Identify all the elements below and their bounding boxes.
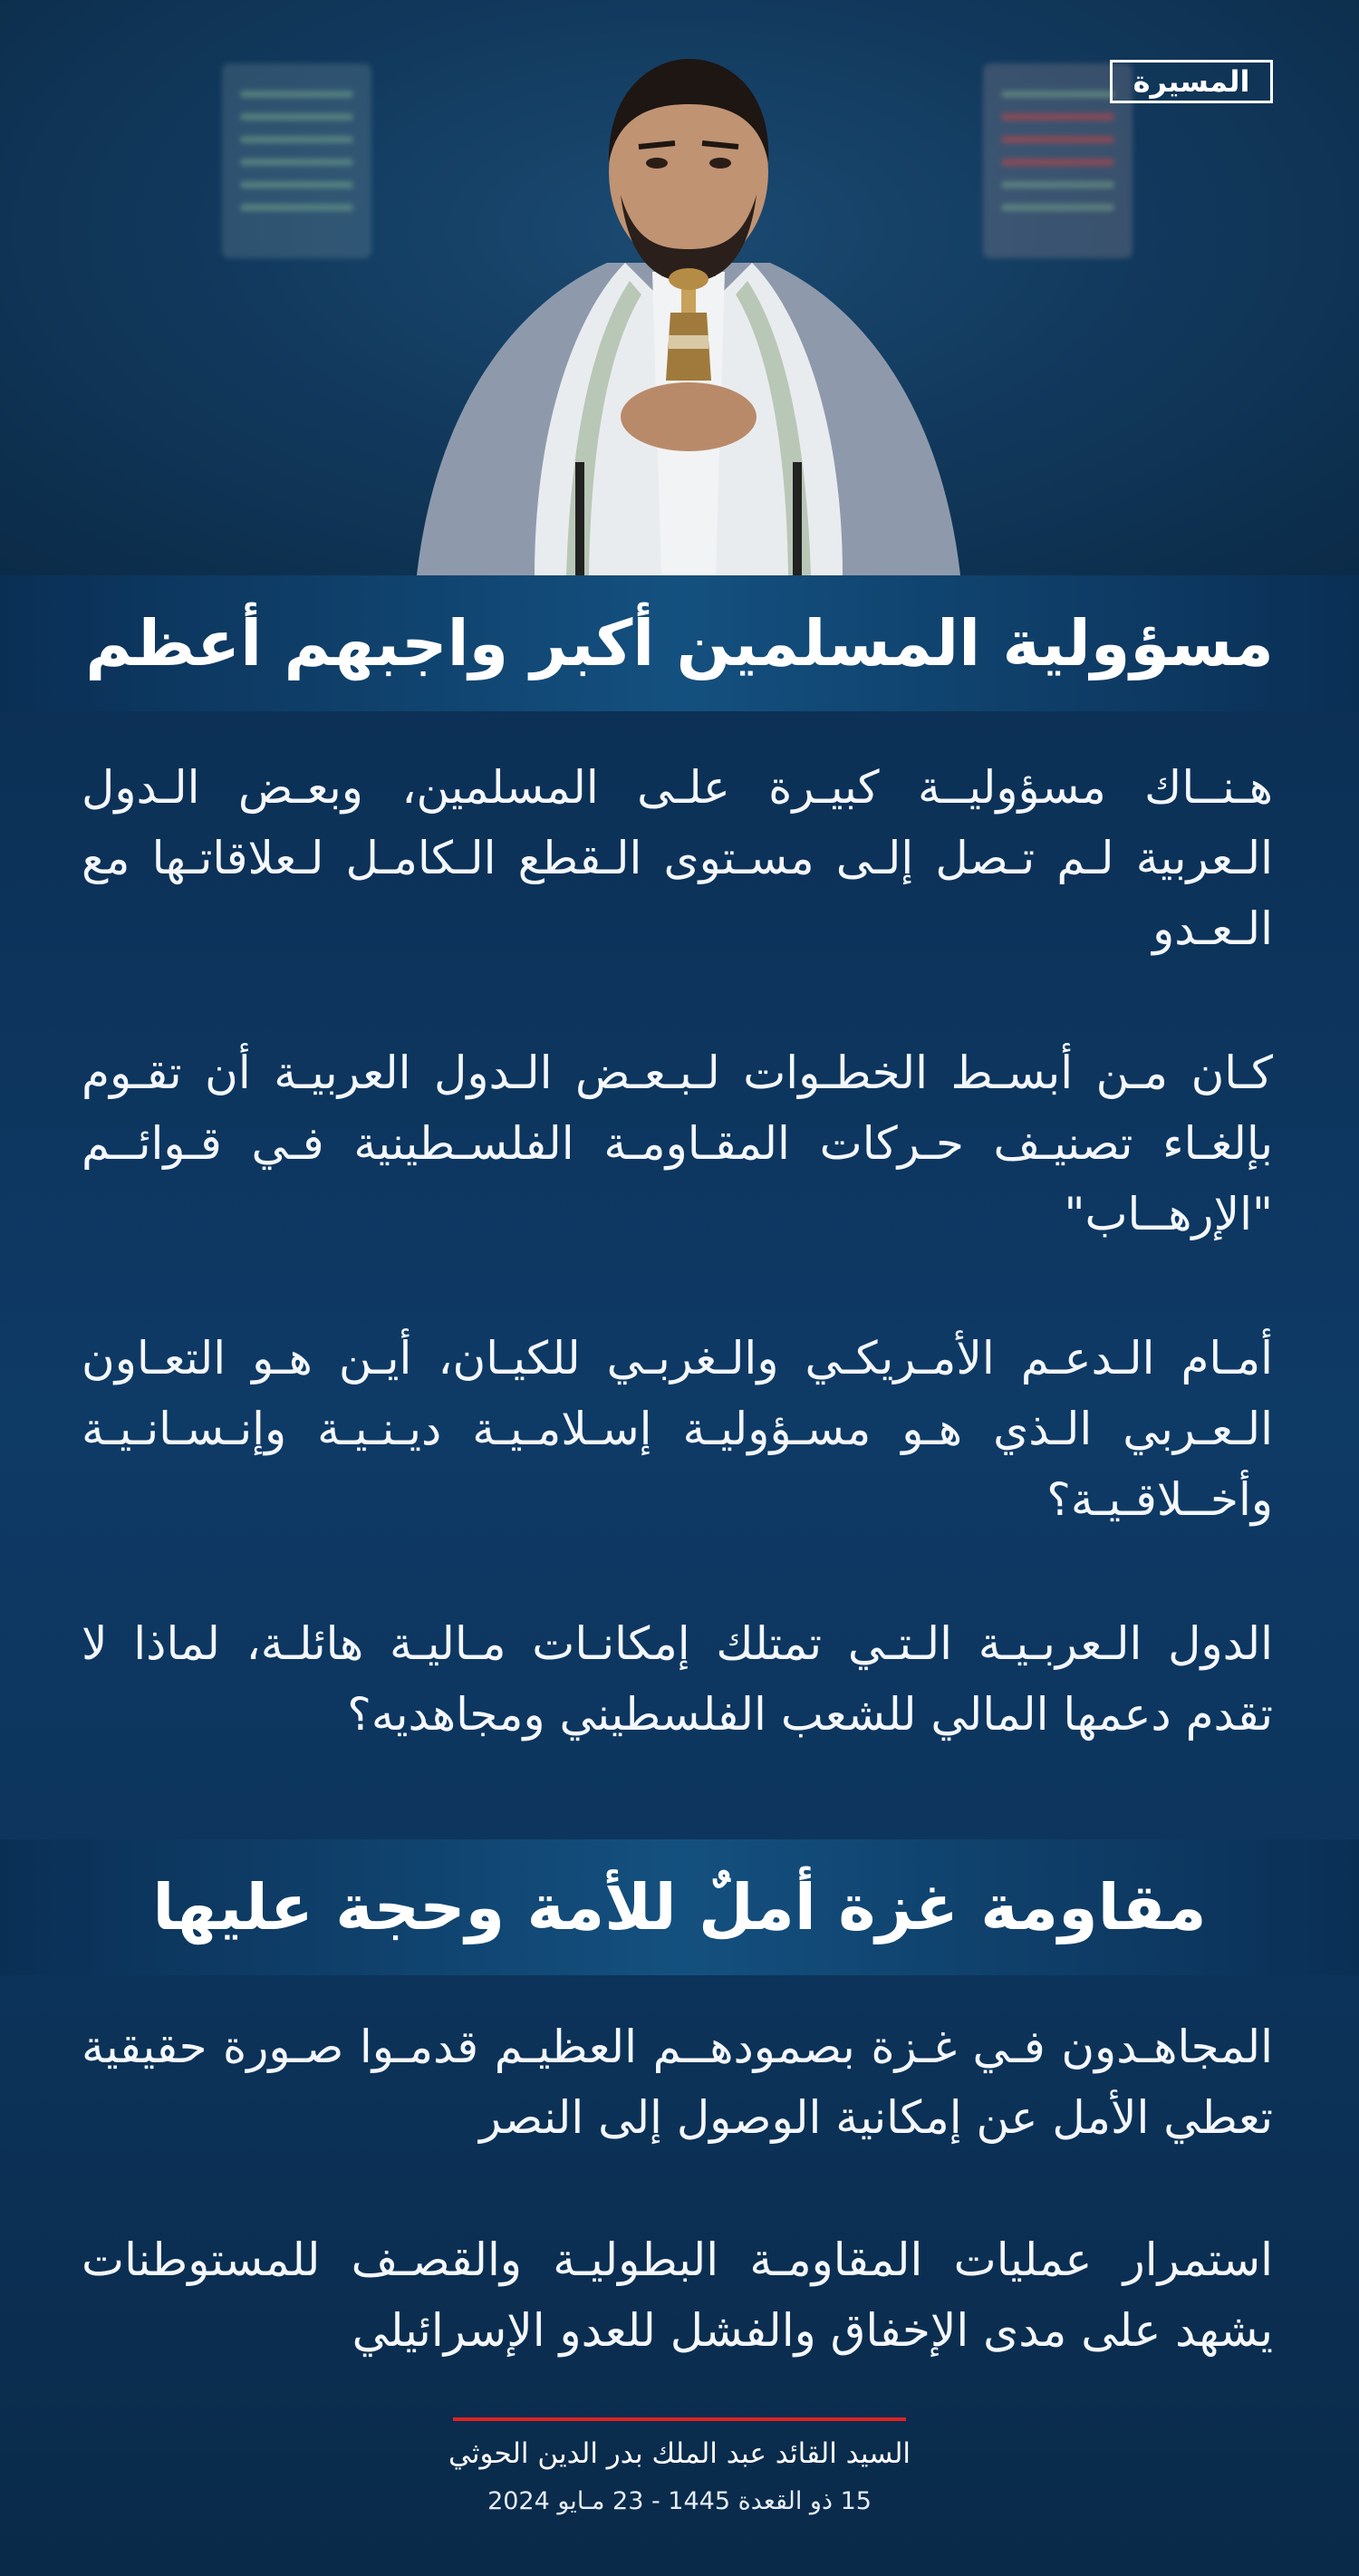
footer-divider: [453, 2417, 906, 2421]
channel-logo: المسيرة: [1110, 60, 1273, 103]
speaker-name: السيد القائد عبد الملك بدر الدين الحوثي: [448, 2437, 911, 2470]
paragraph-5: المجاهـدون فـي غـزة بصمودهــم العظيـم قدمـوا صـورة حقيقية تعطي الأمل عن إمكانية الوصول إلى النصر: [82, 2021, 1273, 2144]
section-title-1: مسؤولية المسلمين أكبر واجبهم أعظم: [85, 606, 1274, 680]
section-title-2: مقاومة غزة أملٌ للأمة وحجة عليها: [152, 1870, 1207, 1944]
paragraph-1: هـنــاك مسؤوليــة كبيـرة علـى المسلمين، وبعـض الـدول الـعربية لـم تـصل إلـى مسـتوى الـقطع الـكامـل لـعلاقاتـها مع الـعـدو: [82, 761, 1273, 955]
hero-photo-area: [0, 0, 1359, 575]
section-banner-2: [0, 1839, 1359, 1975]
paragraph-2: كـان مـن أبسـط الخطـوات لـبـعـض الـدول العربيـة أن تقـوم بإلغـاء تصنيـف حـركات المقـاومـة الفلسـطينية فـي قـوائــم "الإرهــاب": [82, 1047, 1273, 1240]
paragraph-6: استمرار عمليات المقاومـة البطوليـة والقصـف للمستوطنات يشهد على مدى الإخفاق والفشل للعدو الإسرائيلي: [82, 2233, 1273, 2357]
publication-date: 15 ذو القعدة 1445 - 23 مـايو 2024: [487, 2487, 872, 2515]
section-banner-1: [0, 575, 1359, 711]
paragraph-3: أمـام الـدعـم الأمـريكـي والـغربـي للكيـان، أيـن هـو التعـاون الـعـربي الـذي هـو مسـؤوليـة إسـلامـيـة ديـنـيـة وإنـسـانـيـة وأخــلاقـيـة؟: [82, 1332, 1273, 1526]
background-frame-left: [222, 63, 371, 258]
paragraph-4: الدول الـعربـيـة الـتـي تمتلك إمكانـات مـاليـة هائلـة، لماذا لا تقدم دعمها المالي للشعب الفلسطيني ومجاهديه؟: [82, 1617, 1273, 1741]
speaker-portrait: [399, 36, 978, 575]
